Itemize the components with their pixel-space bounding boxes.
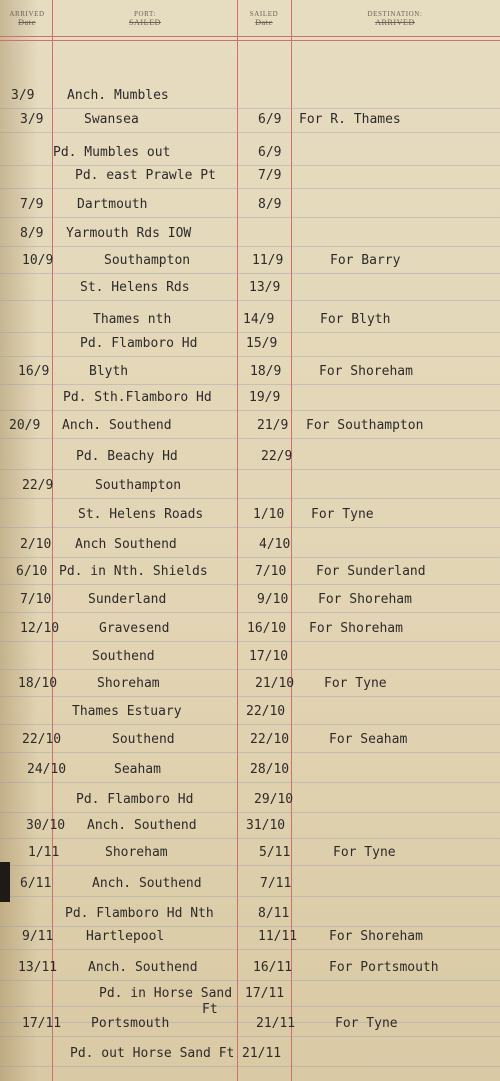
port-name: St. Helens Rds bbox=[80, 280, 190, 295]
torn-edge bbox=[0, 862, 10, 902]
port-name: Thames Estuary bbox=[72, 704, 182, 719]
row-rule bbox=[0, 1006, 500, 1007]
row-rule bbox=[0, 696, 500, 697]
destination: For Seaham bbox=[329, 732, 408, 747]
row-rule bbox=[0, 498, 500, 499]
sailed-date: 21/10 bbox=[255, 676, 295, 691]
sailed-date: 8/9 bbox=[258, 197, 282, 212]
port-name: Anch Southend bbox=[75, 537, 177, 552]
row-rule bbox=[0, 896, 500, 897]
port-name: Anch. Southend bbox=[62, 418, 172, 433]
port-name: Anch. Southend bbox=[87, 818, 197, 833]
port-name: St. Helens Roads bbox=[78, 507, 204, 522]
port-name: Pd. out Horse Sand Ft bbox=[70, 1046, 235, 1061]
arrived-date: 3/9 bbox=[20, 112, 44, 127]
row-rule bbox=[0, 384, 500, 385]
port-name: Hartlepool bbox=[86, 929, 165, 944]
destination: For Shoreham bbox=[329, 929, 423, 944]
sailed-date: 16/11 bbox=[253, 960, 293, 975]
row-rule bbox=[0, 865, 500, 866]
row-rule bbox=[0, 188, 500, 189]
sailed-date: 19/9 bbox=[249, 390, 281, 405]
port-name: Pd. Sth.Flamboro Hd bbox=[63, 390, 212, 405]
port-name: Gravesend bbox=[99, 621, 170, 636]
header-arrived: ARRIVED Date bbox=[9, 10, 45, 27]
port-name: Shoreham bbox=[97, 676, 160, 691]
destination: For Sunderland bbox=[316, 564, 426, 579]
sailed-date: 7/11 bbox=[260, 876, 292, 891]
sailed-date: 11/9 bbox=[252, 253, 284, 268]
sailed-date: 4/10 bbox=[259, 537, 291, 552]
arrived-date: 20/9 bbox=[9, 418, 41, 433]
arrived-date: 30/10 bbox=[26, 818, 66, 833]
port-name: Portsmouth bbox=[91, 1016, 170, 1031]
row-rule bbox=[0, 557, 500, 558]
port-name: Southampton bbox=[104, 253, 191, 268]
port-name: Pd. Flamboro Hd bbox=[76, 792, 194, 807]
column-divider bbox=[291, 0, 292, 1081]
sailed-date: 6/9 bbox=[258, 112, 282, 127]
arrived-date: 17/11 bbox=[22, 1016, 62, 1031]
sailed-date: 7/9 bbox=[258, 168, 282, 183]
row-rule bbox=[0, 641, 500, 642]
arrived-date: 7/10 bbox=[20, 592, 52, 607]
destination: For Tyne bbox=[333, 845, 396, 860]
header-rule bbox=[0, 36, 500, 37]
arrived-date: 18/10 bbox=[18, 676, 58, 691]
destination: For Tyne bbox=[311, 507, 374, 522]
sailed-date: 17/11 bbox=[245, 986, 285, 1001]
sailed-date: 22/10 bbox=[246, 704, 286, 719]
row-rule bbox=[0, 612, 500, 613]
sailed-date: 18/9 bbox=[250, 364, 282, 379]
sailed-date: 1/10 bbox=[253, 507, 285, 522]
port-name: Pd. Flamboro Hd Nth bbox=[65, 906, 214, 921]
row-rule bbox=[0, 949, 500, 950]
row-rule bbox=[0, 246, 500, 247]
port-name: Seaham bbox=[114, 762, 161, 777]
header-sailed: SAILED Date bbox=[249, 10, 279, 27]
port-name: Pd. Beachy Hd bbox=[76, 449, 178, 464]
port-name: Pd. in Nth. Shields bbox=[59, 564, 208, 579]
destination: For Southampton bbox=[306, 418, 424, 433]
destination: For R. Thames bbox=[299, 112, 401, 127]
destination: For Shoreham bbox=[319, 364, 413, 379]
port-name: Blyth bbox=[89, 364, 129, 379]
row-rule bbox=[0, 584, 500, 585]
row-rule bbox=[0, 356, 500, 357]
arrived-date: 24/10 bbox=[27, 762, 67, 777]
sailed-date: 31/10 bbox=[246, 818, 286, 833]
row-rule bbox=[0, 300, 500, 301]
arrived-date: 9/11 bbox=[22, 929, 54, 944]
sailed-date: 21/9 bbox=[257, 418, 289, 433]
arrived-date: 10/9 bbox=[22, 253, 54, 268]
header-port: PORT: SAILED bbox=[128, 10, 162, 27]
row-rule bbox=[0, 1066, 500, 1067]
row-rule bbox=[0, 469, 500, 470]
row-rule bbox=[0, 1036, 500, 1037]
destination: For Portsmouth bbox=[329, 960, 439, 975]
column-divider bbox=[52, 0, 53, 1081]
arrived-date: 8/9 bbox=[20, 226, 44, 241]
sailed-date: 22/9 bbox=[261, 449, 293, 464]
row-rule bbox=[0, 108, 500, 109]
row-rule bbox=[0, 332, 500, 333]
arrived-date: 6/10 bbox=[16, 564, 48, 579]
port-name: Southampton bbox=[95, 478, 182, 493]
row-rule bbox=[0, 438, 500, 439]
port-name: Pd. Flamboro Hd bbox=[80, 336, 198, 351]
column-divider bbox=[237, 0, 238, 1081]
port-name: Dartmouth bbox=[77, 197, 148, 212]
port-name: Shoreham bbox=[105, 845, 168, 860]
port-name: Pd. in Horse Sand bbox=[99, 986, 233, 1001]
port-name: Anch. Southend bbox=[92, 876, 202, 891]
destination: For Blyth bbox=[320, 312, 391, 327]
sailed-date: 17/10 bbox=[249, 649, 289, 664]
port-name: Southend bbox=[112, 732, 175, 747]
destination: For Barry bbox=[330, 253, 401, 268]
arrived-date: 7/9 bbox=[20, 197, 44, 212]
row-rule bbox=[0, 782, 500, 783]
header-rule bbox=[0, 40, 500, 41]
sailed-date: 22/10 bbox=[250, 732, 290, 747]
sailed-date: 8/11 bbox=[258, 906, 290, 921]
row-rule bbox=[0, 980, 500, 981]
sailed-date: 16/10 bbox=[247, 621, 287, 636]
arrived-date: 1/11 bbox=[28, 845, 60, 860]
destination: For Tyne bbox=[335, 1016, 398, 1031]
arrived-date: 22/9 bbox=[22, 478, 54, 493]
row-rule bbox=[0, 527, 500, 528]
row-rule bbox=[0, 1022, 500, 1023]
sailed-date: 21/11 bbox=[256, 1016, 296, 1031]
sailed-date: 15/9 bbox=[246, 336, 278, 351]
sailed-date: 5/11 bbox=[259, 845, 291, 860]
sailed-date: 7/10 bbox=[255, 564, 287, 579]
sailed-date: 28/10 bbox=[250, 762, 290, 777]
destination: For Shoreham bbox=[309, 621, 403, 636]
arrived-date: 16/9 bbox=[18, 364, 50, 379]
port-name: Anch. Mumbles bbox=[67, 88, 169, 103]
row-rule bbox=[0, 273, 500, 274]
row-rule bbox=[0, 165, 500, 166]
row-rule bbox=[0, 217, 500, 218]
arrived-date: 2/10 bbox=[20, 537, 52, 552]
row-rule bbox=[0, 812, 500, 813]
arrived-date: 3/9 bbox=[11, 88, 35, 103]
row-rule bbox=[0, 838, 500, 839]
port-name: Thames nth bbox=[93, 312, 172, 327]
row-rule bbox=[0, 724, 500, 725]
destination: For Shoreham bbox=[318, 592, 412, 607]
port-name: Pd. east Prawle Pt bbox=[75, 168, 216, 183]
row-rule bbox=[0, 132, 500, 133]
sailed-date: 6/9 bbox=[258, 145, 282, 160]
arrived-date: 13/11 bbox=[18, 960, 58, 975]
port-name: Swansea bbox=[84, 112, 139, 127]
sailed-date: 13/9 bbox=[249, 280, 281, 295]
port-name: Pd. Mumbles out bbox=[53, 145, 171, 160]
port-name: Southend bbox=[92, 649, 155, 664]
arrived-date: 12/10 bbox=[20, 621, 60, 636]
row-rule bbox=[0, 669, 500, 670]
port-name: Ft bbox=[202, 1002, 218, 1017]
sailed-date: 11/11 bbox=[258, 929, 298, 944]
header-destination: DESTINATION: ARRIVED bbox=[367, 10, 423, 27]
port-name: Anch. Southend bbox=[88, 960, 198, 975]
sailed-date: 9/10 bbox=[257, 592, 289, 607]
row-rule bbox=[0, 752, 500, 753]
sailed-date: 21/11 bbox=[242, 1046, 282, 1061]
row-rule bbox=[0, 410, 500, 411]
arrived-date: 6/11 bbox=[20, 876, 52, 891]
port-name: Yarmouth Rds IOW bbox=[66, 226, 192, 241]
destination: For Tyne bbox=[324, 676, 387, 691]
sailed-date: 29/10 bbox=[254, 792, 294, 807]
sailed-date: 14/9 bbox=[243, 312, 275, 327]
arrived-date: 22/10 bbox=[22, 732, 62, 747]
row-rule bbox=[0, 926, 500, 927]
port-name: Sunderland bbox=[88, 592, 167, 607]
